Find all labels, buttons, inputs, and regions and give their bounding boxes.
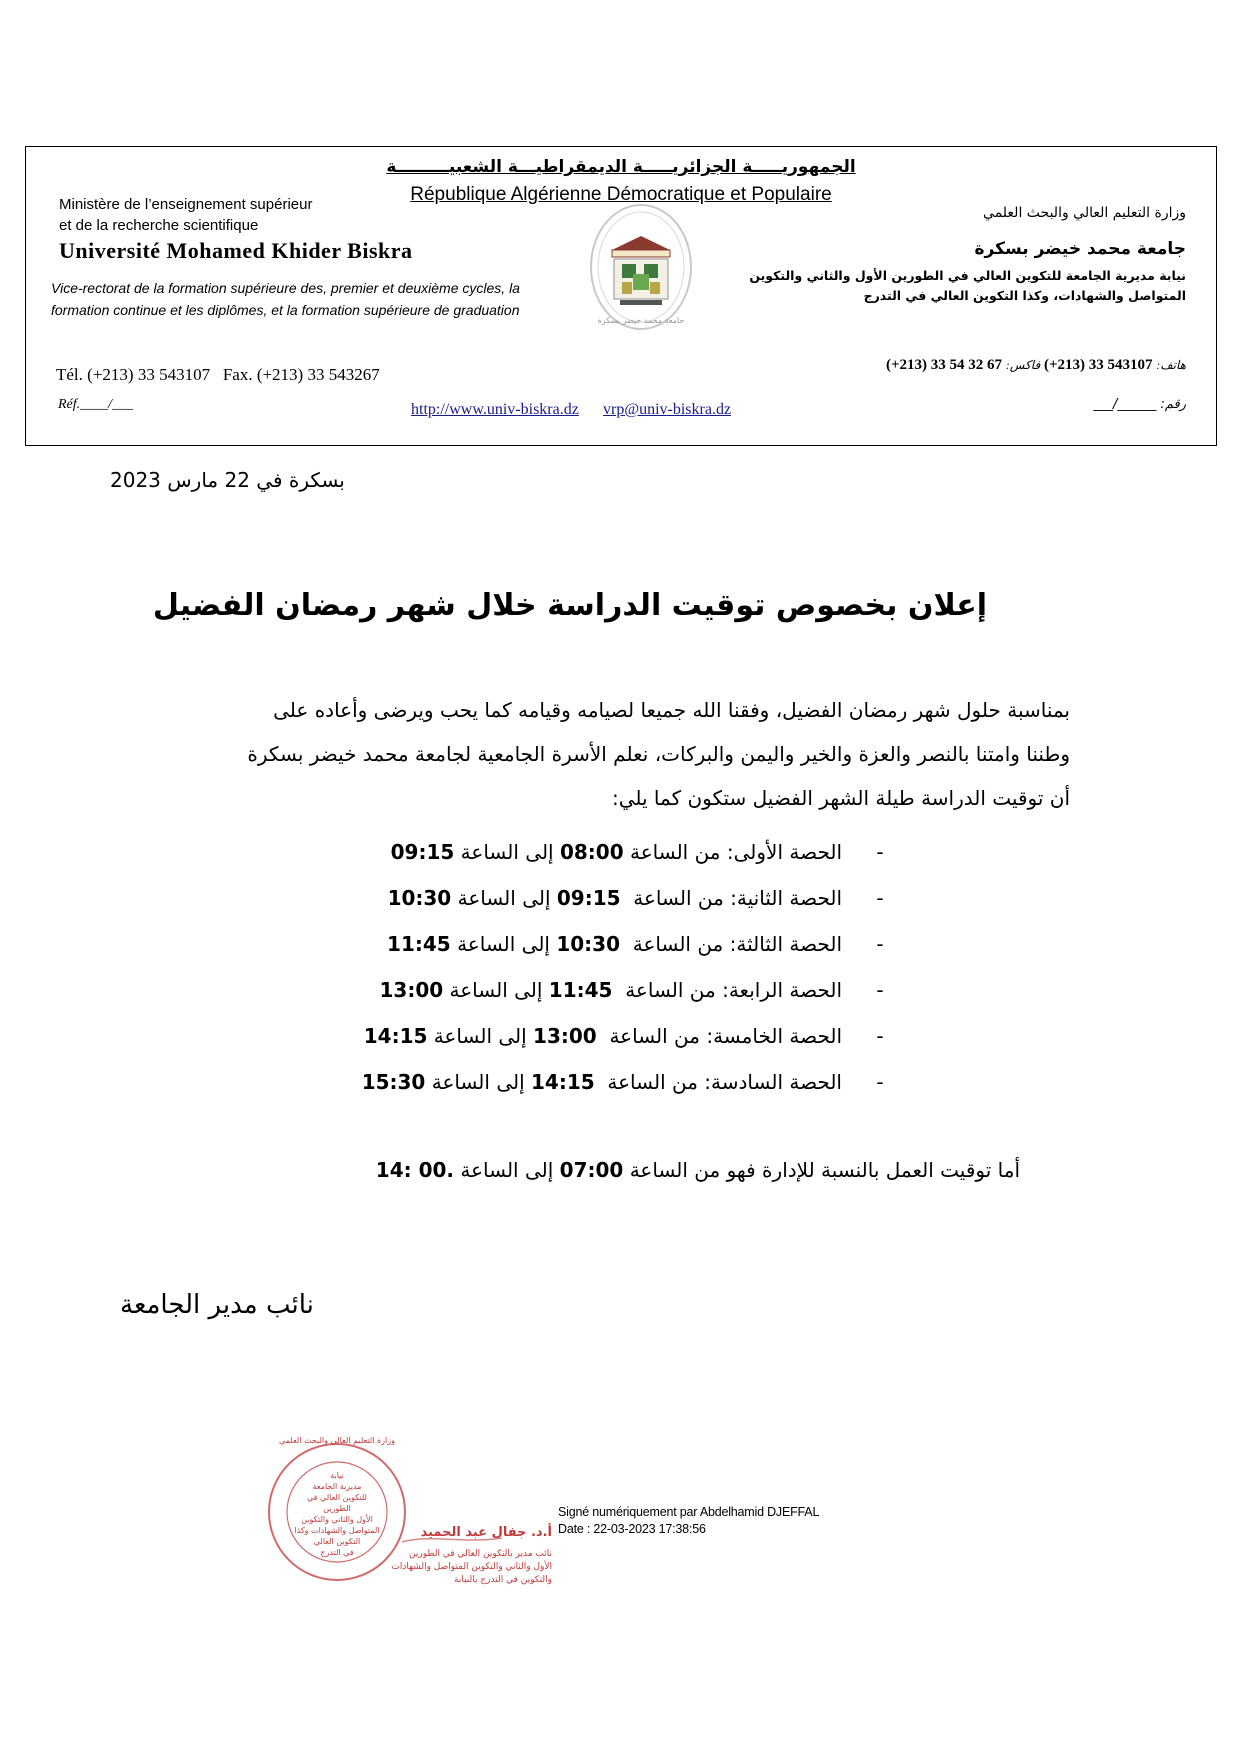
admin-hours: أما توقيت العمل بالنسبة للإدارة فهو من الساعة 07:00 إلى الساعة 14: 00. bbox=[375, 1158, 1020, 1182]
stamp-inner-text: نيابة مديرية الجامعة للتكوين العالي في الطورين الأول والثاني والتكوين المتواصل والشهادات وكذا التكوين العالي في التدرج bbox=[294, 1471, 380, 1557]
university-name-fr: Université Mohamed Khider Biskra bbox=[59, 238, 413, 263]
digital-signature-date: Date : 22-03-2023 17:38:56 bbox=[558, 1522, 706, 1536]
university-logo bbox=[586, 202, 696, 332]
stamp-ring-text: وزارة التعليم العالي والبحث العلمي bbox=[279, 1436, 395, 1445]
tel-fax-fr: Tél. (+213) 33 543107 Fax. (+213) 33 543267 bbox=[56, 365, 380, 384]
vicerectorat-ar-line1: نيابة مديرية الجامعة للتكوين العالي في الطورين الأول والثاني والتكوين bbox=[749, 268, 1186, 283]
bullet: - bbox=[876, 840, 884, 864]
fax-ar: (+213) 33 54 32 67 bbox=[886, 357, 1003, 373]
intro-line-1: بمناسبة حلول شهر رمضان الفضيل، وفقنا الله جميعا لصيامه وقيامه كما يحب ويرضى وأعاده على bbox=[273, 698, 1070, 722]
session-text: الحصة الخامسة: من الساعة 13:00 إلى الساعة 14:15 bbox=[363, 1024, 842, 1048]
session-text: الحصة الثانية: من الساعة 09:15 إلى الساعة 10:30 bbox=[387, 886, 842, 910]
ministry-fr-line1: Ministère de l’enseignement supérieur bbox=[59, 196, 313, 213]
ministry-fr-line2: et de la recherche scientifique bbox=[59, 217, 259, 234]
intro-paragraph bbox=[120, 688, 1070, 820]
email-link[interactable]: vrp@univ-biskra.dz bbox=[603, 401, 732, 418]
bullet: - bbox=[876, 932, 884, 956]
republic-title-ar: الجمهوريـــــة الجزائريـــــة الديمقراطيـــة الشعبيـــــــــة bbox=[386, 157, 856, 177]
letterhead bbox=[25, 146, 1217, 446]
fax-label-ar: فاكس: bbox=[1005, 358, 1041, 372]
bullet: - bbox=[876, 1070, 884, 1094]
announcement-heading: إعلان بخصوص توقيت الدراسة خلال شهر رمضان الفضيل bbox=[152, 588, 988, 623]
logo-caption: جامعة محمد خيضر بسكرة bbox=[597, 316, 685, 325]
session-text: الحصة الثالثة: من الساعة 10:30 إلى الساعة 11:45 bbox=[387, 932, 842, 956]
reference-ar: رقم: ______/___ bbox=[1093, 397, 1186, 412]
session-text: الحصة الأولى: من الساعة 08:00 إلى الساعة 09:15 bbox=[390, 840, 842, 864]
university-logo-icon bbox=[586, 202, 696, 332]
date-line: بسكرة في 22 مارس 2023 bbox=[110, 468, 345, 492]
contact-links bbox=[411, 399, 731, 419]
session-text: الحصة الرابعة: من الساعة 11:45 إلى الساعة 13:00 bbox=[379, 978, 842, 1002]
digital-signature bbox=[558, 1504, 819, 1538]
intro-line-3: أن توقيت الدراسة طيلة الشهر الفضيل ستكون كما يلي: bbox=[611, 786, 1070, 810]
website-link[interactable]: http://www.univ-biskra.dz bbox=[411, 401, 579, 418]
tel-label-ar: هاتف: bbox=[1156, 358, 1186, 372]
stamp-signature-name: أ.د. جفال عبد الحميد bbox=[420, 1525, 552, 1540]
digital-signature-line1: Signé numériquement par Abdelhamid DJEFFAL bbox=[558, 1505, 820, 1519]
vicerectorat-ar-line2: المتواصل والشهادات، وكذا التكوين العالي في التدرج bbox=[863, 288, 1186, 303]
official-stamp bbox=[262, 1430, 562, 1610]
bullet: - bbox=[876, 978, 884, 1002]
stamp-signature-lines: نائب مدير بالتكوين العالي في الطورين الأول والثاني والتكوين المتواصل والشهادات والتكوين في التدرج بالنيابة bbox=[391, 1549, 552, 1585]
ministry-fr bbox=[59, 194, 379, 236]
reference-fr: Réf.____/___ bbox=[58, 397, 134, 412]
vicerectorat-fr-line1: Vice-rectorat de la formation supérieure des, premier et deuxième cycles, la bbox=[51, 280, 520, 296]
vicerectorat-fr bbox=[51, 277, 611, 321]
tel-ar: (+213) 33 543107 bbox=[1043, 357, 1153, 373]
session-item bbox=[320, 830, 890, 874]
vicerectorat-fr-line2: formation continue et les diplômes, et la formation supérieure de graduation bbox=[51, 302, 520, 318]
session-item bbox=[320, 922, 890, 966]
session-item bbox=[320, 876, 890, 920]
tel-fax-ar bbox=[766, 357, 1186, 374]
vicerectorat-ar bbox=[706, 266, 1186, 306]
signatory-title: نائب مدير الجامعة bbox=[120, 1290, 314, 1320]
session-item bbox=[320, 1014, 890, 1058]
ministry-ar: وزارة التعليم العالي والبحث العلمي bbox=[983, 205, 1186, 221]
bullet: - bbox=[876, 886, 884, 910]
republic-title-fr: République Algérienne Démocratique et Populaire bbox=[410, 184, 832, 205]
session-item bbox=[320, 1060, 890, 1104]
intro-line-2: وطننا وامتنا بالنصر والعزة والخير واليمن والبركات، نعلم الأسرة الجامعية لجامعة محمد خيضر بسكرة bbox=[247, 742, 1070, 766]
session-text: الحصة السادسة: من الساعة 14:15 إلى الساعة 15:30 bbox=[361, 1070, 842, 1094]
session-item bbox=[320, 968, 890, 1012]
bullet: - bbox=[876, 1024, 884, 1048]
university-name-ar: جامعة محمد خيضر بسكرة bbox=[974, 239, 1186, 259]
